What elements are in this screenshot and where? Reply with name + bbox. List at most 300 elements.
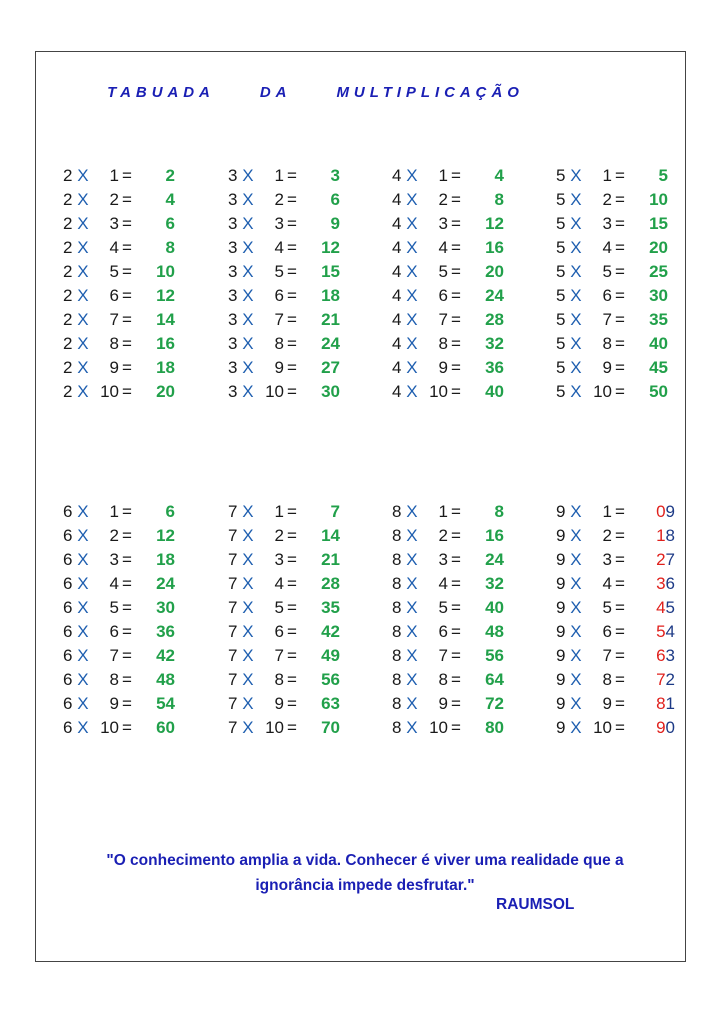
operand: 8 bbox=[274, 334, 284, 353]
equals-sign: = bbox=[451, 382, 461, 401]
times-sign: X bbox=[565, 334, 582, 353]
operand: 9 bbox=[438, 358, 448, 377]
operand: 7 bbox=[109, 646, 119, 665]
times-sign: X bbox=[565, 694, 582, 713]
multiplier bbox=[228, 620, 254, 644]
result: 15 bbox=[649, 214, 668, 233]
equals-sign: = bbox=[451, 526, 461, 545]
result: 27 bbox=[321, 358, 340, 377]
operand: 10 bbox=[265, 382, 284, 401]
table-row bbox=[556, 692, 716, 716]
result: 9 bbox=[330, 214, 340, 233]
operand: 3 bbox=[602, 214, 612, 233]
times-sign: X bbox=[565, 382, 582, 401]
table-row bbox=[392, 188, 552, 212]
table-row bbox=[63, 284, 223, 308]
multiplier bbox=[556, 500, 582, 524]
multiplier-value: 8 bbox=[392, 574, 402, 593]
multiplier bbox=[228, 380, 254, 404]
multiplier bbox=[556, 716, 582, 740]
result: 10 bbox=[649, 190, 668, 209]
equals-sign: = bbox=[122, 262, 132, 281]
table-row bbox=[63, 524, 223, 548]
operand: 10 bbox=[100, 382, 119, 401]
equals-sign: = bbox=[287, 358, 297, 377]
multiplier bbox=[392, 596, 418, 620]
operand: 4 bbox=[274, 574, 284, 593]
result: 6 bbox=[165, 502, 175, 521]
table-row bbox=[63, 164, 223, 188]
times-sign: X bbox=[237, 502, 254, 521]
times-sign: X bbox=[401, 214, 418, 233]
operand: 4 bbox=[274, 238, 284, 257]
result: 72 bbox=[485, 694, 504, 713]
equals-sign: = bbox=[451, 262, 461, 281]
equals-sign: = bbox=[451, 286, 461, 305]
multiplier-value: 4 bbox=[392, 382, 402, 401]
equals-sign: = bbox=[451, 598, 461, 617]
multiplier bbox=[556, 524, 582, 548]
equals-sign: = bbox=[615, 286, 625, 305]
result: 25 bbox=[649, 262, 668, 281]
table-row bbox=[228, 524, 388, 548]
times-sign: X bbox=[237, 670, 254, 689]
result: 24 bbox=[485, 286, 504, 305]
result: 5 bbox=[658, 166, 668, 185]
multiplier bbox=[228, 668, 254, 692]
result-tens-digit: 7 bbox=[656, 670, 666, 689]
multiplier bbox=[556, 188, 582, 212]
multiplier bbox=[228, 164, 254, 188]
equals-sign: = bbox=[615, 334, 625, 353]
multiplier bbox=[228, 356, 254, 380]
times-sign: X bbox=[401, 190, 418, 209]
result-units-digit: 5 bbox=[665, 598, 675, 617]
equals-sign: = bbox=[615, 502, 625, 521]
table-row bbox=[392, 668, 552, 692]
times-sign: X bbox=[565, 502, 582, 521]
quote-author: RAUMSOL bbox=[496, 896, 575, 913]
multiplier bbox=[392, 548, 418, 572]
operand: 7 bbox=[602, 310, 612, 329]
operand: 5 bbox=[438, 262, 448, 281]
result: 80 bbox=[485, 718, 504, 737]
result-units-digit: 8 bbox=[665, 526, 675, 545]
multiplier-value: 8 bbox=[392, 526, 402, 545]
equals-sign: = bbox=[615, 526, 625, 545]
table-row bbox=[228, 188, 388, 212]
multiplier-value: 5 bbox=[556, 262, 566, 281]
times-sign: X bbox=[401, 310, 418, 329]
equals-sign: = bbox=[122, 646, 132, 665]
times-sign: X bbox=[72, 574, 89, 593]
table-row bbox=[228, 284, 388, 308]
table-row bbox=[228, 716, 388, 740]
result bbox=[643, 524, 675, 548]
result: 14 bbox=[321, 526, 340, 545]
operand: 5 bbox=[109, 262, 119, 281]
table-row bbox=[228, 548, 388, 572]
table-row bbox=[392, 596, 552, 620]
times-sign: X bbox=[237, 190, 254, 209]
multiplier-value: 7 bbox=[228, 598, 238, 617]
operand: 7 bbox=[274, 646, 284, 665]
times-sign: X bbox=[401, 574, 418, 593]
operand: 1 bbox=[438, 502, 448, 521]
times-sign: X bbox=[237, 598, 254, 617]
multiplier bbox=[228, 260, 254, 284]
multiplier bbox=[228, 500, 254, 524]
operand: 5 bbox=[438, 598, 448, 617]
quote-line-2: ignorância impede desfrutar." bbox=[255, 877, 475, 894]
result: 6 bbox=[330, 190, 340, 209]
times-sign: X bbox=[401, 502, 418, 521]
multiplier-value: 4 bbox=[392, 238, 402, 257]
result: 32 bbox=[485, 334, 504, 353]
multiplier bbox=[228, 308, 254, 332]
operand: 1 bbox=[438, 166, 448, 185]
multiplier-value: 2 bbox=[63, 382, 73, 401]
table-row bbox=[556, 500, 716, 524]
multiplier bbox=[63, 692, 89, 716]
times-sign: X bbox=[72, 358, 89, 377]
result: 28 bbox=[485, 310, 504, 329]
multiplier bbox=[228, 692, 254, 716]
operand: 8 bbox=[274, 670, 284, 689]
operand: 3 bbox=[109, 550, 119, 569]
result: 12 bbox=[485, 214, 504, 233]
times-sign: X bbox=[72, 262, 89, 281]
times-sign: X bbox=[72, 166, 89, 185]
times-sign: X bbox=[565, 574, 582, 593]
result-tens-digit: 1 bbox=[656, 526, 666, 545]
equals-sign: = bbox=[122, 238, 132, 257]
times-sign: X bbox=[72, 670, 89, 689]
equals-sign: = bbox=[451, 358, 461, 377]
table-row bbox=[392, 308, 552, 332]
multiplier-value: 9 bbox=[556, 670, 566, 689]
times-sign: X bbox=[565, 286, 582, 305]
table-row bbox=[556, 284, 716, 308]
table-row bbox=[228, 596, 388, 620]
result: 14 bbox=[156, 310, 175, 329]
multiplier bbox=[392, 236, 418, 260]
multiplier bbox=[63, 356, 89, 380]
result-units-digit: 2 bbox=[665, 670, 675, 689]
equals-sign: = bbox=[122, 694, 132, 713]
result: 30 bbox=[649, 286, 668, 305]
multiplier bbox=[392, 572, 418, 596]
multiplier-value: 2 bbox=[63, 214, 73, 233]
table-row bbox=[556, 236, 716, 260]
multiplier bbox=[392, 188, 418, 212]
multiplier bbox=[63, 164, 89, 188]
result: 35 bbox=[321, 598, 340, 617]
times-sign: X bbox=[565, 262, 582, 281]
operand: 6 bbox=[274, 622, 284, 641]
operand: 10 bbox=[429, 718, 448, 737]
table-row bbox=[228, 164, 388, 188]
equals-sign: = bbox=[287, 238, 297, 257]
result: 54 bbox=[156, 694, 175, 713]
result bbox=[643, 620, 675, 644]
times-sign: X bbox=[401, 550, 418, 569]
multiplier-value: 8 bbox=[392, 598, 402, 617]
table-row bbox=[392, 716, 552, 740]
equals-sign: = bbox=[122, 358, 132, 377]
times-sign: X bbox=[401, 166, 418, 185]
table-row bbox=[63, 308, 223, 332]
times-sign: X bbox=[565, 526, 582, 545]
times-sign: X bbox=[72, 718, 89, 737]
result: 18 bbox=[321, 286, 340, 305]
equals-sign: = bbox=[122, 598, 132, 617]
operand: 6 bbox=[438, 622, 448, 641]
result-units-digit: 9 bbox=[665, 502, 675, 521]
operand: 9 bbox=[274, 358, 284, 377]
equals-sign: = bbox=[451, 214, 461, 233]
multiplier-value: 7 bbox=[228, 622, 238, 641]
result: 56 bbox=[485, 646, 504, 665]
operand: 4 bbox=[438, 238, 448, 257]
equals-sign: = bbox=[615, 262, 625, 281]
multiplier-value: 9 bbox=[556, 694, 566, 713]
table-row bbox=[63, 500, 223, 524]
multiplier-value: 5 bbox=[556, 214, 566, 233]
multiplier-value: 2 bbox=[63, 286, 73, 305]
table-row bbox=[63, 548, 223, 572]
multiplier-value: 3 bbox=[228, 358, 238, 377]
table-row bbox=[392, 260, 552, 284]
times-sign: X bbox=[237, 718, 254, 737]
operand: 10 bbox=[429, 382, 448, 401]
equals-sign: = bbox=[287, 694, 297, 713]
table-row bbox=[556, 644, 716, 668]
table-row bbox=[556, 212, 716, 236]
equals-sign: = bbox=[451, 718, 461, 737]
multiplier bbox=[392, 212, 418, 236]
times-sign: X bbox=[72, 622, 89, 641]
equals-sign: = bbox=[122, 550, 132, 569]
result: 20 bbox=[156, 382, 175, 401]
times-sign: X bbox=[237, 622, 254, 641]
table-row bbox=[228, 260, 388, 284]
multiplier-value: 9 bbox=[556, 598, 566, 617]
equals-sign: = bbox=[287, 502, 297, 521]
multiplier-value: 8 bbox=[392, 622, 402, 641]
multiplier-value: 9 bbox=[556, 646, 566, 665]
operand: 6 bbox=[438, 286, 448, 305]
operand: 3 bbox=[109, 214, 119, 233]
operand: 9 bbox=[109, 358, 119, 377]
operand: 5 bbox=[274, 598, 284, 617]
operand: 9 bbox=[602, 358, 612, 377]
table-row bbox=[228, 668, 388, 692]
result: 64 bbox=[485, 670, 504, 689]
multiplier bbox=[556, 332, 582, 356]
equals-sign: = bbox=[451, 646, 461, 665]
table-row bbox=[228, 500, 388, 524]
times-sign: X bbox=[565, 214, 582, 233]
equals-sign: = bbox=[451, 694, 461, 713]
result: 16 bbox=[485, 526, 504, 545]
times-sign: X bbox=[401, 382, 418, 401]
times-sign: X bbox=[401, 358, 418, 377]
operand: 9 bbox=[602, 694, 612, 713]
times-sign: X bbox=[237, 358, 254, 377]
result: 40 bbox=[649, 334, 668, 353]
result-units-digit: 4 bbox=[665, 622, 675, 641]
table-row bbox=[392, 500, 552, 524]
multiplier-value: 6 bbox=[63, 670, 73, 689]
multiplier bbox=[556, 236, 582, 260]
multiplier bbox=[392, 164, 418, 188]
multiplier-value: 7 bbox=[228, 718, 238, 737]
equals-sign: = bbox=[451, 502, 461, 521]
multiplier-value: 6 bbox=[63, 526, 73, 545]
times-sign: X bbox=[565, 238, 582, 257]
multiplier bbox=[556, 356, 582, 380]
multiplier-value: 7 bbox=[228, 526, 238, 545]
result bbox=[643, 692, 675, 716]
multiplier-value: 3 bbox=[228, 286, 238, 305]
table-row bbox=[556, 596, 716, 620]
times-sign: X bbox=[72, 334, 89, 353]
multiplier bbox=[556, 212, 582, 236]
table-row bbox=[63, 212, 223, 236]
multiplier bbox=[63, 308, 89, 332]
table-row bbox=[556, 164, 716, 188]
equals-sign: = bbox=[287, 718, 297, 737]
multiplier-value: 7 bbox=[228, 502, 238, 521]
table-row bbox=[228, 380, 388, 404]
multiplier bbox=[556, 644, 582, 668]
operand: 2 bbox=[274, 526, 284, 545]
multiplier-value: 6 bbox=[63, 574, 73, 593]
equals-sign: = bbox=[287, 646, 297, 665]
operand: 6 bbox=[602, 622, 612, 641]
result bbox=[643, 572, 675, 596]
times-sign: X bbox=[401, 670, 418, 689]
times-sign: X bbox=[237, 574, 254, 593]
times-sign: X bbox=[401, 718, 418, 737]
operand: 10 bbox=[100, 718, 119, 737]
result-tens-digit: 9 bbox=[656, 718, 666, 737]
multiplier bbox=[63, 572, 89, 596]
multiplier-value: 9 bbox=[556, 574, 566, 593]
multiplier bbox=[228, 548, 254, 572]
operand: 1 bbox=[274, 502, 284, 521]
times-sign: X bbox=[565, 670, 582, 689]
table-row bbox=[63, 572, 223, 596]
result-tens-digit: 2 bbox=[656, 550, 666, 569]
times-sign: X bbox=[401, 598, 418, 617]
multiplier-value: 2 bbox=[63, 166, 73, 185]
multiplier-value: 3 bbox=[228, 262, 238, 281]
multiplier bbox=[556, 164, 582, 188]
multiplier bbox=[63, 620, 89, 644]
result: 30 bbox=[156, 598, 175, 617]
operand: 5 bbox=[274, 262, 284, 281]
result: 36 bbox=[485, 358, 504, 377]
times-sign: X bbox=[237, 166, 254, 185]
table-row bbox=[392, 332, 552, 356]
multiplier-value: 4 bbox=[392, 262, 402, 281]
result: 49 bbox=[321, 646, 340, 665]
times-sign: X bbox=[401, 526, 418, 545]
multiplier-value: 8 bbox=[392, 550, 402, 569]
equals-sign: = bbox=[615, 574, 625, 593]
multiplier-value: 6 bbox=[63, 646, 73, 665]
multiplier-value: 8 bbox=[392, 694, 402, 713]
table-row bbox=[556, 332, 716, 356]
multiplier bbox=[556, 596, 582, 620]
multiplier bbox=[556, 308, 582, 332]
equals-sign: = bbox=[615, 310, 625, 329]
times-sign: X bbox=[72, 286, 89, 305]
times-sign: X bbox=[401, 238, 418, 257]
multiplier bbox=[228, 716, 254, 740]
times-sign: X bbox=[72, 646, 89, 665]
result: 35 bbox=[649, 310, 668, 329]
table-row bbox=[556, 620, 716, 644]
table-row bbox=[63, 332, 223, 356]
times-sign: X bbox=[237, 334, 254, 353]
multiplier bbox=[556, 548, 582, 572]
operand: 4 bbox=[109, 238, 119, 257]
result: 18 bbox=[156, 550, 175, 569]
table-row bbox=[392, 356, 552, 380]
result: 60 bbox=[156, 718, 175, 737]
multiplier-value: 2 bbox=[63, 358, 73, 377]
multiplier-value: 3 bbox=[228, 310, 238, 329]
times-sign: X bbox=[401, 286, 418, 305]
equals-sign: = bbox=[287, 526, 297, 545]
times-sign: X bbox=[237, 550, 254, 569]
multiplier bbox=[228, 524, 254, 548]
table-row bbox=[63, 620, 223, 644]
equals-sign: = bbox=[287, 262, 297, 281]
operand: 2 bbox=[109, 526, 119, 545]
multiplier-value: 6 bbox=[63, 502, 73, 521]
operand: 6 bbox=[109, 286, 119, 305]
multiplier bbox=[556, 620, 582, 644]
times-sign: X bbox=[237, 526, 254, 545]
operand: 1 bbox=[602, 502, 612, 521]
result-units-digit: 7 bbox=[665, 550, 675, 569]
result: 40 bbox=[485, 598, 504, 617]
times-sign: X bbox=[72, 214, 89, 233]
multiplier-value: 3 bbox=[228, 166, 238, 185]
multiplier bbox=[63, 596, 89, 620]
multiplier-value: 5 bbox=[556, 238, 566, 257]
result-tens-digit: 6 bbox=[656, 646, 666, 665]
operand: 3 bbox=[438, 214, 448, 233]
result-tens-digit: 5 bbox=[656, 622, 666, 641]
table-row bbox=[228, 620, 388, 644]
result: 70 bbox=[321, 718, 340, 737]
multiplier-value: 4 bbox=[392, 214, 402, 233]
multiplier-value: 8 bbox=[392, 670, 402, 689]
equals-sign: = bbox=[615, 238, 625, 257]
operand: 6 bbox=[602, 286, 612, 305]
multiplier bbox=[63, 644, 89, 668]
result bbox=[643, 548, 675, 572]
table-row bbox=[63, 668, 223, 692]
times-sign: X bbox=[72, 694, 89, 713]
multiplier-value: 4 bbox=[392, 358, 402, 377]
result: 63 bbox=[321, 694, 340, 713]
